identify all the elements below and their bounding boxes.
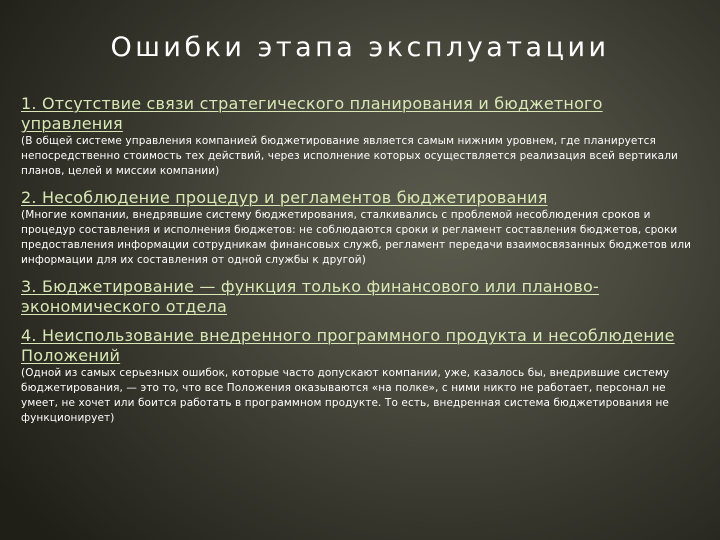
list-item bbox=[21, 326, 701, 426]
item-heading-1: 1. Отсутствие связи стратегического планирования и бюджетного управления bbox=[21, 94, 603, 133]
item-heading-2: 2. Несоблюдение процедур и регламентов бюджетирования bbox=[21, 188, 548, 207]
list-item bbox=[21, 188, 701, 268]
item-description-1: (В общей системе управления компанией бюджетирование является самым нижним уровнем, где планируется непосредственно стоимость тех действий, через исполнение которых осуществляется реализация всей вертикали планов, целей и миссии компании) bbox=[21, 135, 678, 177]
error-list bbox=[21, 94, 701, 435]
item-heading-4: 4. Неиспользование внедренного программного продукта и несоблюдение Положений bbox=[21, 326, 675, 365]
list-item bbox=[21, 94, 701, 179]
list-item bbox=[21, 277, 701, 317]
item-description-2: (Многие компании, внедрявшие систему бюджетирования, сталкивались с проблемой несоблюдения сроков и процедур составления и исполнения бюджетов: не соблюдаются сроки и регламент составления бюджетов, сроки предоставления информации сотрудникам финансовых служб, регламент передачи взаимосвязанных бюджетов или информации для их составления от одной службы к другой) bbox=[21, 209, 692, 266]
item-description-4: (Одной из самых серьезных ошибок, которые часто допускают компании, уже, казалось бы, внедрившие систему бюджетирования, — это то, что все Положения оказываются «на полке», с ними никто не работает, персонал не умеет, не хочет или боится работать в программном продукте. То есть, внедренная система бюджетирования не функционирует) bbox=[21, 367, 670, 424]
slide-title: Ошибки этапа эксплуатации bbox=[110, 32, 610, 63]
item-heading-3: 3. Бюджетирование — функция только финансового или планово-экономического отдела bbox=[21, 277, 600, 316]
